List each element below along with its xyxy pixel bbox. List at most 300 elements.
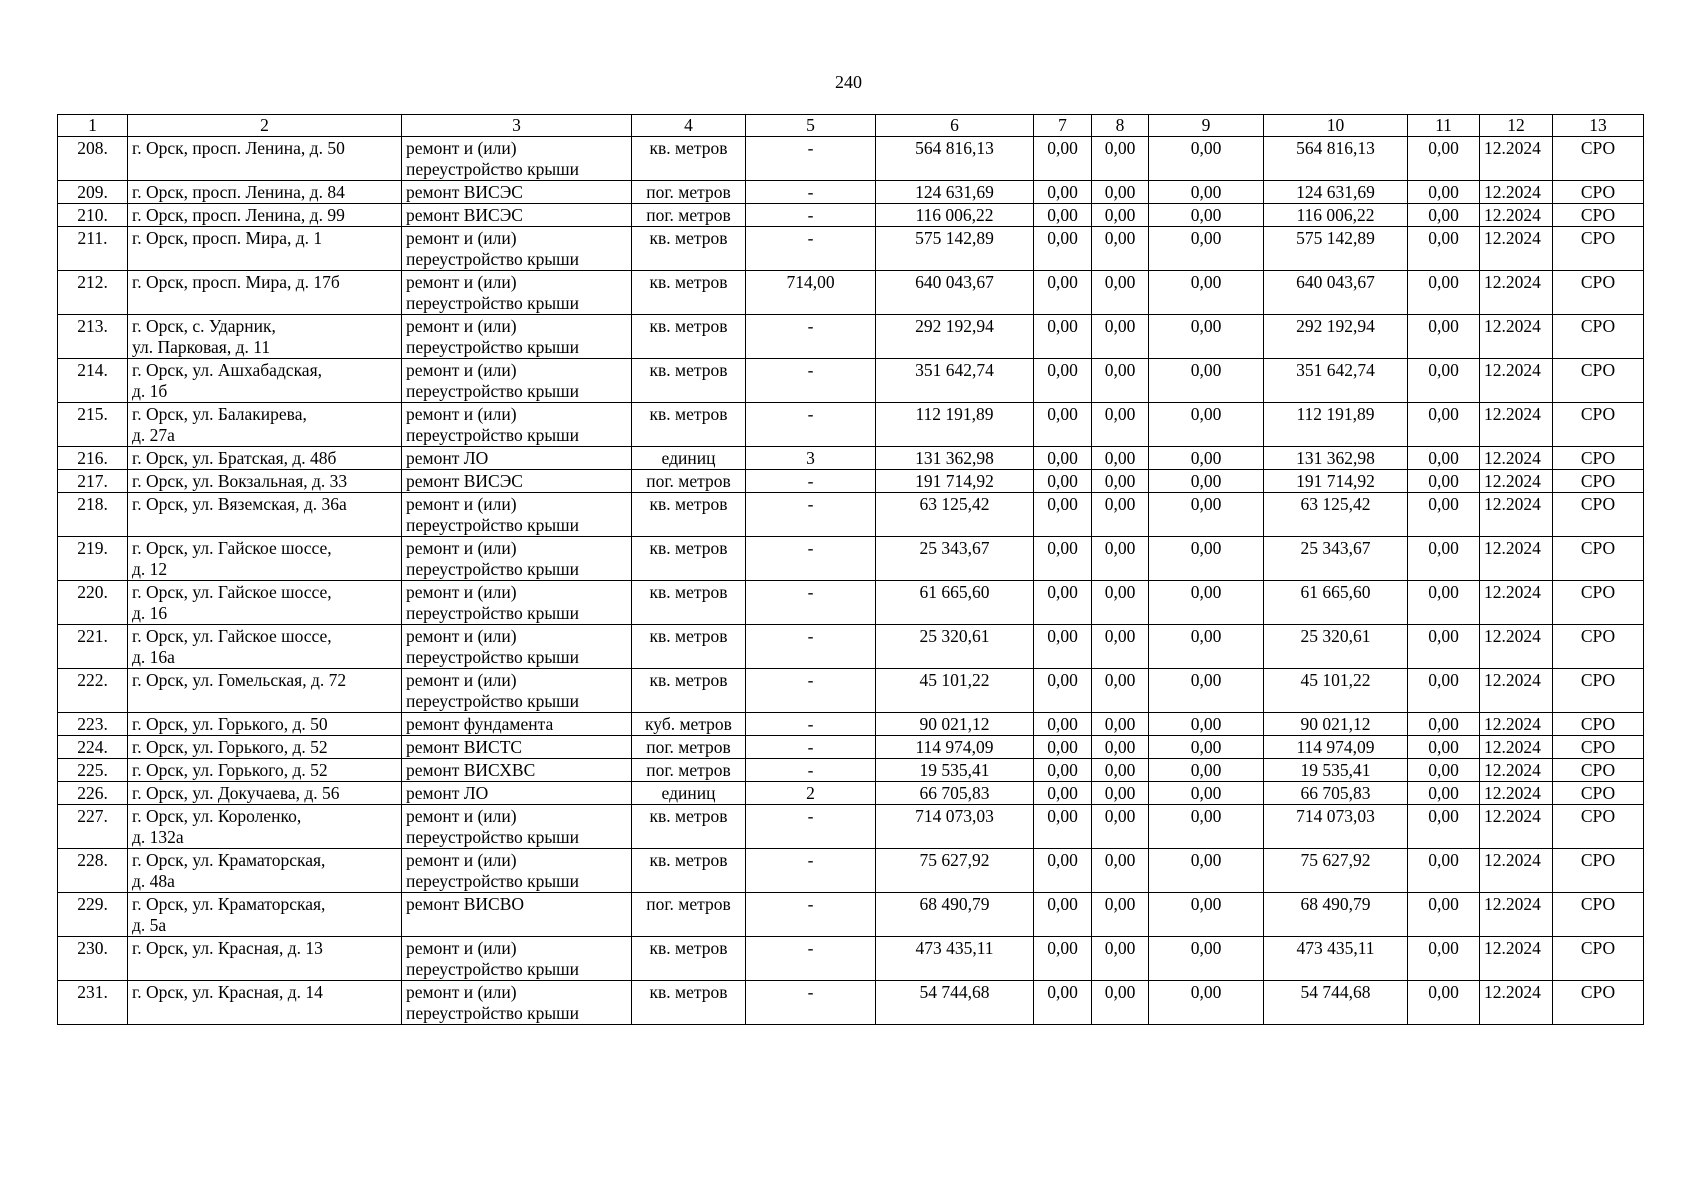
completion-date-cell: 12.2024 [1480,315,1553,359]
fund-cell: 0,00 [1408,713,1480,736]
source-cell: СРО [1553,403,1644,447]
source-cell: СРО [1553,315,1644,359]
fund-cell: 0,00 [1034,315,1092,359]
address-cell [128,581,402,625]
work-type-cell [402,713,632,736]
fund-cell: 63 125,42 [1264,493,1408,537]
fund-cell: 0,00 [1034,181,1092,204]
fund-cell: 61 665,60 [1264,581,1408,625]
fund-cell: 0,00 [1149,893,1264,937]
fund-cell: 0,00 [1149,782,1264,805]
fund-cell: 0,00 [1408,893,1480,937]
fund-cell: 0,00 [1149,271,1264,315]
address-cell [128,537,402,581]
address-cell [128,447,402,470]
fund-cell: 351 642,74 [1264,359,1408,403]
quantity-cell: - [746,181,876,204]
fund-cell: 0,00 [1092,893,1149,937]
fund-cell: 0,00 [1408,271,1480,315]
row-number-cell: 215. [58,403,128,447]
fund-cell: 0,00 [1092,403,1149,447]
table-row [58,759,1644,782]
address-cell [128,759,402,782]
address-cell [128,713,402,736]
fund-cell: 292 192,94 [1264,315,1408,359]
fund-cell: 0,00 [1034,581,1092,625]
row-number-cell: 224. [58,736,128,759]
address-cell [128,937,402,981]
address-cell-line: д. 12 [132,559,168,579]
fund-cell: 116 006,22 [1264,204,1408,227]
row-number-cell: 227. [58,805,128,849]
column-number-header: 3 [402,115,632,137]
address-cell [128,204,402,227]
table-row [58,981,1644,1025]
total-cost-cell: 66 705,83 [876,782,1034,805]
completion-date-cell: 12.2024 [1480,849,1553,893]
fund-cell: 0,00 [1034,669,1092,713]
fund-cell: 66 705,83 [1264,782,1408,805]
fund-cell: 0,00 [1408,759,1480,782]
work-type-cell [402,403,632,447]
fund-cell: 0,00 [1092,736,1149,759]
fund-cell: 0,00 [1092,447,1149,470]
address-cell-line: д. 132а [132,827,184,847]
unit-cell: пог. метров [632,893,746,937]
fund-cell: 0,00 [1149,713,1264,736]
address-cell-line: г. Орск, ул. Горького, д. 52 [132,737,328,757]
fund-cell: 0,00 [1408,537,1480,581]
completion-date-cell: 12.2024 [1480,181,1553,204]
total-cost-cell: 564 816,13 [876,137,1034,181]
row-number-cell: 223. [58,713,128,736]
fund-cell: 0,00 [1034,981,1092,1025]
fund-cell: 124 631,69 [1264,181,1408,204]
completion-date-cell: 12.2024 [1480,227,1553,271]
table-row [58,713,1644,736]
fund-cell: 0,00 [1092,271,1149,315]
unit-cell: кв. метров [632,981,746,1025]
work-type-cell [402,581,632,625]
quantity-cell: - [746,736,876,759]
address-cell-line: д. 16а [132,647,175,667]
fund-cell: 0,00 [1408,137,1480,181]
address-cell-line: г. Орск, ул. Короленко, [132,806,302,826]
address-cell [128,315,402,359]
source-cell: СРО [1553,937,1644,981]
address-cell [128,669,402,713]
fund-cell: 0,00 [1034,893,1092,937]
address-cell-line: д. 1б [132,381,168,401]
row-number-cell: 218. [58,493,128,537]
address-cell [128,359,402,403]
work-type-cell-line: ремонт и (или) [406,404,517,424]
fund-cell: 0,00 [1149,537,1264,581]
completion-date-cell: 12.2024 [1480,736,1553,759]
work-type-cell-line: ремонт и (или) [406,850,517,870]
source-cell: СРО [1553,493,1644,537]
table-row [58,736,1644,759]
column-number-row [58,115,1644,137]
table-row [58,403,1644,447]
fund-cell: 54 744,68 [1264,981,1408,1025]
fund-cell: 0,00 [1092,315,1149,359]
fund-cell: 0,00 [1149,805,1264,849]
fund-cell: 0,00 [1149,669,1264,713]
unit-cell: кв. метров [632,227,746,271]
fund-cell: 90 021,12 [1264,713,1408,736]
fund-cell: 0,00 [1034,447,1092,470]
table-body [58,115,1644,1025]
unit-cell: пог. метров [632,204,746,227]
column-number-header: 13 [1553,115,1644,137]
work-type-cell [402,937,632,981]
quantity-cell: - [746,849,876,893]
address-cell-line: д. 27а [132,425,175,445]
table-row [58,470,1644,493]
table-row [58,782,1644,805]
table-row [58,893,1644,937]
address-cell-line: г. Орск, ул. Гайское шоссе, [132,626,332,646]
work-type-cell [402,271,632,315]
work-type-cell-line: переустройство крыши [406,603,579,623]
row-number-cell: 219. [58,537,128,581]
work-type-cell-line: переустройство крыши [406,249,579,269]
table-row [58,227,1644,271]
fund-cell: 0,00 [1149,470,1264,493]
work-type-cell-line: ремонт и (или) [406,538,517,558]
address-cell-line: г. Орск, ул. Гомельская, д. 72 [132,670,347,690]
fund-cell: 0,00 [1092,981,1149,1025]
completion-date-cell: 12.2024 [1480,470,1553,493]
table-row [58,581,1644,625]
completion-date-cell: 12.2024 [1480,759,1553,782]
fund-cell: 0,00 [1092,849,1149,893]
fund-cell: 0,00 [1092,204,1149,227]
column-number-header: 11 [1408,115,1480,137]
row-number-cell: 222. [58,669,128,713]
work-type-cell-line: переустройство крыши [406,425,579,445]
fund-cell: 0,00 [1034,271,1092,315]
completion-date-cell: 12.2024 [1480,204,1553,227]
address-cell [128,271,402,315]
fund-cell: 564 816,13 [1264,137,1408,181]
fund-cell: 473 435,11 [1264,937,1408,981]
fund-cell: 191 714,92 [1264,470,1408,493]
total-cost-cell: 114 974,09 [876,736,1034,759]
work-type-cell-line: переустройство крыши [406,381,579,401]
total-cost-cell: 575 142,89 [876,227,1034,271]
quantity-cell: - [746,893,876,937]
source-cell: СРО [1553,805,1644,849]
work-type-cell [402,493,632,537]
table-row [58,537,1644,581]
table-row [58,493,1644,537]
row-number-cell: 229. [58,893,128,937]
fund-cell: 0,00 [1149,315,1264,359]
fund-cell: 0,00 [1149,581,1264,625]
table-row [58,271,1644,315]
unit-cell: куб. метров [632,713,746,736]
quantity-cell: - [746,137,876,181]
quantity-cell: - [746,759,876,782]
source-cell: СРО [1553,204,1644,227]
fund-cell: 0,00 [1149,227,1264,271]
quantity-cell: - [746,669,876,713]
source-cell: СРО [1553,359,1644,403]
work-type-cell-line: ремонт и (или) [406,670,517,690]
work-type-cell [402,227,632,271]
address-cell-line: г. Орск, просп. Ленина, д. 50 [132,138,345,158]
table-row [58,181,1644,204]
work-type-cell-line: ремонт и (или) [406,494,517,514]
source-cell: СРО [1553,759,1644,782]
table-row [58,669,1644,713]
address-cell [128,736,402,759]
address-cell [128,893,402,937]
work-type-cell-line: ремонт ВИСВО [406,894,525,914]
fund-cell: 0,00 [1092,581,1149,625]
quantity-cell: 714,00 [746,271,876,315]
fund-cell: 0,00 [1092,537,1149,581]
fund-cell: 0,00 [1034,137,1092,181]
quantity-cell: 2 [746,782,876,805]
fund-cell: 0,00 [1408,981,1480,1025]
fund-cell: 0,00 [1408,227,1480,271]
column-number-header: 4 [632,115,746,137]
completion-date-cell: 12.2024 [1480,403,1553,447]
row-number-cell: 213. [58,315,128,359]
fund-cell: 0,00 [1408,315,1480,359]
fund-cell: 0,00 [1408,625,1480,669]
address-cell-line: г. Орск, ул. Вокзальная, д. 33 [132,471,348,491]
quantity-cell: - [746,493,876,537]
unit-cell: кв. метров [632,315,746,359]
work-type-cell-line: ремонт и (или) [406,582,517,602]
total-cost-cell: 124 631,69 [876,181,1034,204]
table-row [58,849,1644,893]
work-type-cell [402,447,632,470]
unit-cell: кв. метров [632,137,746,181]
total-cost-cell: 191 714,92 [876,470,1034,493]
fund-cell: 45 101,22 [1264,669,1408,713]
address-cell [128,805,402,849]
work-type-cell [402,470,632,493]
table-row [58,315,1644,359]
row-number-cell: 220. [58,581,128,625]
total-cost-cell: 25 320,61 [876,625,1034,669]
address-cell-line: г. Орск, ул. Вяземская, д. 36а [132,494,347,514]
unit-cell: пог. метров [632,759,746,782]
column-number-header: 2 [128,115,402,137]
unit-cell: кв. метров [632,805,746,849]
quantity-cell: - [746,315,876,359]
address-cell-line: ул. Парковая, д. 11 [132,337,271,357]
fund-cell: 0,00 [1149,849,1264,893]
quantity-cell: - [746,403,876,447]
total-cost-cell: 473 435,11 [876,937,1034,981]
fund-cell: 114 974,09 [1264,736,1408,759]
work-type-cell-line: ремонт и (или) [406,228,517,248]
work-type-cell-line: ремонт и (или) [406,938,517,958]
table-row [58,359,1644,403]
fund-cell: 25 320,61 [1264,625,1408,669]
completion-date-cell: 12.2024 [1480,893,1553,937]
unit-cell: кв. метров [632,403,746,447]
total-cost-cell: 714 073,03 [876,805,1034,849]
address-cell-line: д. 16 [132,603,168,623]
source-cell: СРО [1553,271,1644,315]
unit-cell: пог. метров [632,736,746,759]
address-cell [128,782,402,805]
table-row [58,137,1644,181]
source-cell: СРО [1553,849,1644,893]
page-number: 240 [835,72,862,92]
unit-cell: кв. метров [632,271,746,315]
fund-cell: 0,00 [1408,359,1480,403]
completion-date-cell: 12.2024 [1480,981,1553,1025]
completion-date-cell: 12.2024 [1480,447,1553,470]
total-cost-cell: 90 021,12 [876,713,1034,736]
address-cell-line: г. Орск, ул. Горького, д. 52 [132,760,328,780]
work-type-cell [402,669,632,713]
work-type-cell-line: ремонт и (или) [406,360,517,380]
unit-cell: кв. метров [632,581,746,625]
quantity-cell: - [746,581,876,625]
quantity-cell: - [746,359,876,403]
completion-date-cell: 12.2024 [1480,359,1553,403]
address-cell-line: д. 48а [132,871,175,891]
fund-cell: 0,00 [1092,359,1149,403]
fund-cell: 0,00 [1034,403,1092,447]
completion-date-cell: 12.2024 [1480,669,1553,713]
quantity-cell: - [746,204,876,227]
total-cost-cell: 640 043,67 [876,271,1034,315]
work-type-cell [402,181,632,204]
row-number-cell: 228. [58,849,128,893]
work-type-cell-line: ремонт и (или) [406,626,517,646]
fund-cell: 0,00 [1149,403,1264,447]
quantity-cell: 3 [746,447,876,470]
completion-date-cell: 12.2024 [1480,537,1553,581]
source-cell: СРО [1553,227,1644,271]
fund-cell: 0,00 [1149,204,1264,227]
completion-date-cell: 12.2024 [1480,782,1553,805]
total-cost-cell: 351 642,74 [876,359,1034,403]
source-cell: СРО [1553,581,1644,625]
table-row [58,937,1644,981]
fund-cell: 0,00 [1034,937,1092,981]
source-cell: СРО [1553,893,1644,937]
row-number-cell: 214. [58,359,128,403]
total-cost-cell: 25 343,67 [876,537,1034,581]
completion-date-cell: 12.2024 [1480,713,1553,736]
fund-cell: 19 535,41 [1264,759,1408,782]
address-cell-line: г. Орск, просп. Мира, д. 1 [132,228,323,248]
address-cell [128,137,402,181]
column-number-header: 6 [876,115,1034,137]
work-type-cell [402,736,632,759]
completion-date-cell: 12.2024 [1480,625,1553,669]
row-number-cell: 231. [58,981,128,1025]
address-cell-line: г. Орск, просп. Ленина, д. 84 [132,182,345,202]
unit-cell: кв. метров [632,493,746,537]
address-cell [128,181,402,204]
completion-date-cell: 12.2024 [1480,805,1553,849]
source-cell: СРО [1553,447,1644,470]
column-number-header: 9 [1149,115,1264,137]
work-type-cell-line: ремонт и (или) [406,272,517,292]
fund-cell: 0,00 [1034,204,1092,227]
fund-cell: 0,00 [1034,625,1092,669]
unit-cell: кв. метров [632,849,746,893]
fund-cell: 0,00 [1149,736,1264,759]
row-number-cell: 210. [58,204,128,227]
total-cost-cell: 112 191,89 [876,403,1034,447]
column-number-header: 7 [1034,115,1092,137]
address-cell-line: г. Орск, ул. Докучаева, д. 56 [132,783,340,803]
work-type-cell [402,537,632,581]
work-type-cell-line: переустройство крыши [406,871,579,891]
source-cell: СРО [1553,981,1644,1025]
fund-cell: 0,00 [1034,493,1092,537]
work-type-cell-line: ремонт ВИСХВС [406,760,536,780]
source-cell: СРО [1553,137,1644,181]
quantity-cell: - [746,805,876,849]
work-type-cell-line: переустройство крыши [406,647,579,667]
fund-cell: 0,00 [1092,227,1149,271]
fund-cell: 0,00 [1149,493,1264,537]
work-type-cell-line: ремонт ВИСТС [406,737,523,757]
row-number-cell: 212. [58,271,128,315]
address-cell-line: г. Орск, просп. Мира, д. 17б [132,272,340,292]
fund-cell: 0,00 [1092,669,1149,713]
address-cell-line: г. Орск, ул. Гайское шоссе, [132,582,332,602]
fund-cell: 0,00 [1034,805,1092,849]
fund-cell: 0,00 [1408,470,1480,493]
row-number-cell: 211. [58,227,128,271]
fund-cell: 0,00 [1149,937,1264,981]
fund-cell: 0,00 [1408,447,1480,470]
unit-cell: пог. метров [632,181,746,204]
work-type-cell [402,849,632,893]
work-type-cell [402,981,632,1025]
address-cell-line: г. Орск, ул. Красная, д. 14 [132,982,323,1002]
fund-cell: 0,00 [1149,137,1264,181]
table-row [58,805,1644,849]
address-cell-line: г. Орск, ул. Краматорская, [132,850,326,870]
row-number-cell: 221. [58,625,128,669]
row-number-cell: 217. [58,470,128,493]
work-type-cell [402,759,632,782]
quantity-cell: - [746,470,876,493]
table-row [58,447,1644,470]
work-type-cell-line: ремонт и (или) [406,982,517,1002]
fund-cell: 0,00 [1149,625,1264,669]
address-cell-line: г. Орск, просп. Ленина, д. 99 [132,205,345,225]
work-type-cell [402,315,632,359]
source-cell: СРО [1553,669,1644,713]
fund-cell: 0,00 [1034,227,1092,271]
fund-cell: 0,00 [1092,181,1149,204]
fund-cell: 0,00 [1408,849,1480,893]
completion-date-cell: 12.2024 [1480,581,1553,625]
address-cell [128,981,402,1025]
address-cell [128,625,402,669]
fund-cell: 0,00 [1092,625,1149,669]
work-type-cell-line: ремонт фундамента [406,714,554,734]
fund-cell: 0,00 [1408,805,1480,849]
